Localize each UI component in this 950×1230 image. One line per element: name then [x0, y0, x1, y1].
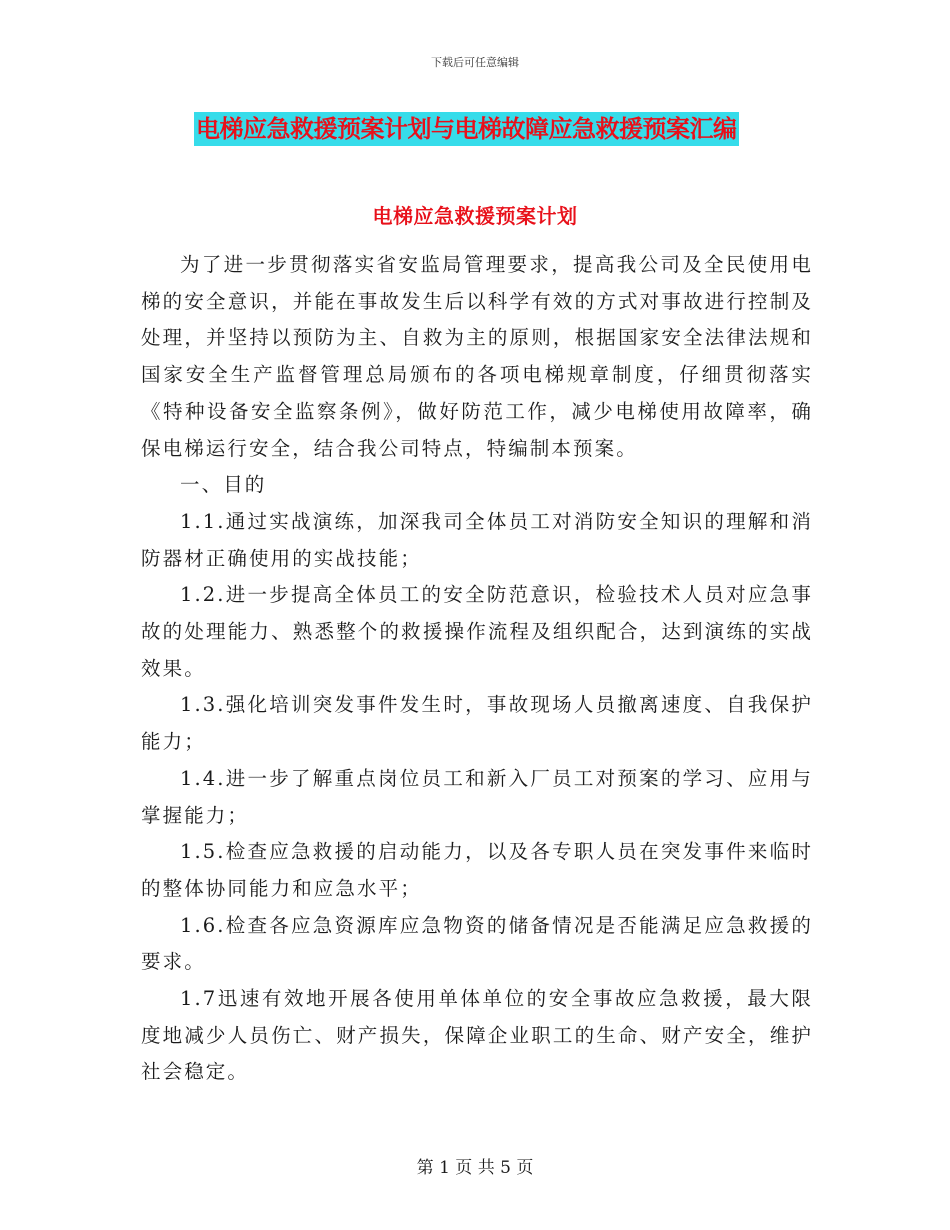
- document-title: 电梯应急救援预案计划与电梯故障应急救援预案汇编: [194, 112, 739, 146]
- page-footer: 第 1 页 共 5 页: [416, 1158, 534, 1178]
- section-title: 电梯应急救援预案计划: [372, 204, 578, 228]
- purpose-item-1-7: 1.7迅速有效地开展各使用单体单位的安全事故应急救援，最大限度地减少人员伤亡、财产损失，保障企业职工的生命、财产安全，维护社会稳定。: [141, 987, 813, 1084]
- purpose-item-1-3: 1.3.强化培训突发事件发生时，事故现场人员撤离速度、自我保护能力；: [141, 693, 813, 754]
- document-body: [141, 247, 813, 1091]
- purpose-item-1-2: 1.2.进一步提高全体员工的安全防范意识，检验技术人员对应急事故的处理能力、熟悉整个的救援操作流程及组织配合，达到演练的实战效果。: [141, 583, 813, 680]
- header-note: 下载后可任意编辑: [431, 56, 519, 69]
- purpose-item-1-1: 1.1.通过实战演练，加深我司全体员工对消防安全知识的理解和消防器材正确使用的实战技能；: [141, 509, 813, 570]
- intro-paragraph: 为了进一步贯彻落实省安监局管理要求，提高我公司及全民使用电梯的安全意识，并能在事故发生后以科学有效的方式对事故进行控制及处理，并坚持以预防为主、自救为主的原则，根据国家安全法律法规和国家安全生产监督管理总局颁布的各项电梯规章制度，仔细贯彻落实《特种设备安全监察条例》，做好防范工作，减少电梯使用故障率，确保电梯运行安全，结合我公司特点，特编制本预案。: [141, 253, 813, 460]
- purpose-item-1-6: 1.6.检查各应急资源库应急物资的储备情况是否能满足应急救援的要求。: [141, 913, 813, 974]
- purpose-item-1-5: 1.5.检查应急救援的启动能力，以及各专职人员在突发事件来临时的整体协同能力和应急水平；: [141, 840, 813, 900]
- purpose-item-1-4: 1.4.进一步了解重点岗位员工和新入厂员工对预案的学习、应用与掌握能力；: [141, 766, 813, 827]
- section-heading-purpose: 一、目的: [180, 473, 267, 497]
